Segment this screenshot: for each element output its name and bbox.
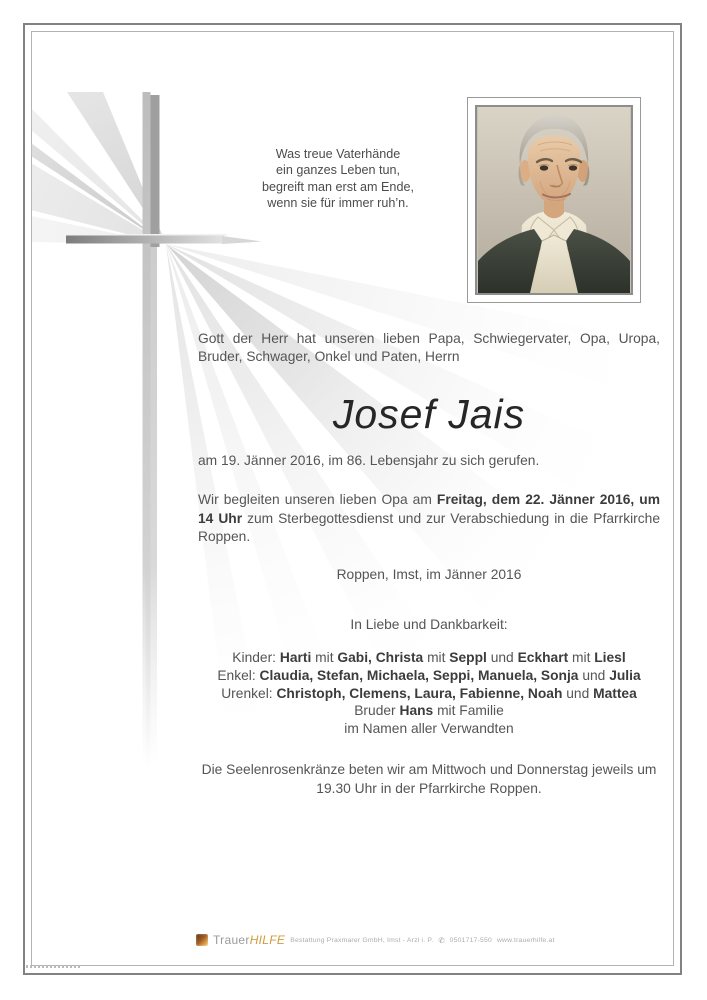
family-line-enkel: Enkel: Claudia, Stefan, Michaela, Seppi, Manuela, Sonja und Julia — [217, 667, 641, 683]
memorial-photo-frame — [467, 97, 641, 303]
website-text: www.trauerhilfe.at — [496, 936, 555, 944]
gratitude-line: In Liebe und Dankbarkeit: — [350, 617, 508, 632]
family-line-kinder: Kinder: Harti mit Gabi, Christa mit Seppl und Eckhart mit Liesl — [232, 650, 626, 665]
rosary-text: Die Seelenrosenkränze beten wir am Mittwoch und Donnerstag jeweils um 19.30 Uhr in der Pfarrkirche Roppen. — [201, 762, 657, 796]
place-date-line: Roppen, Imst, im Jänner 2016 — [336, 567, 522, 582]
brand-name-orange: HILFE — [249, 933, 286, 947]
family-line-bruder: Bruder Hans mit Familie — [354, 703, 504, 719]
poem-line: begreift man erst am Ende, — [262, 179, 414, 194]
brand-logo-icon — [196, 934, 208, 946]
poem-line: ein ganzes Leben tun, — [276, 163, 400, 178]
brand-name — [213, 933, 285, 947]
intro-text: Gott der Herr hat unseren lieben Papa, Schwiegervater, Opa, Uropa, Bruder, Schwager, Onkel und Paten, Herrn — [198, 331, 660, 365]
deceased-name: Josef Jais — [332, 391, 526, 437]
portrait-image — [477, 107, 631, 293]
print-code — [26, 965, 80, 968]
service-paragraph: Wir begleiten unseren lieben Opa am Freitag, dem 22. Jänner 2016, um 14 Uhr zum Sterbegottesdienst und zur Verabschiedung in die Pfarrkirche Roppen. — [198, 492, 660, 545]
phone-number: 0501717-550 — [449, 936, 492, 944]
footer — [196, 932, 636, 948]
death-date-line: am 19. Jänner 2016, im 86. Lebensjahr zu sich gerufen. — [198, 453, 540, 468]
company-text: Bestattung Praxmarer GmbH, Imst - Arzl i. P. — [290, 936, 434, 944]
phone-icon: ✆ — [438, 935, 445, 945]
family-line-verwandte: im Namen aller Verwandten — [344, 721, 514, 737]
poem-line: wenn sie für immer ruh’n. — [267, 196, 409, 211]
brand-name-grey: Trauer — [213, 933, 250, 947]
family-line-urenkel: Urenkel: Christoph, Clemens, Laura, Fabienne, Noah und Mattea — [221, 685, 637, 701]
poem — [232, 146, 444, 212]
poem-line: Was treue Vaterhände — [275, 147, 401, 161]
memorial-photo — [475, 105, 633, 295]
family-list — [198, 649, 660, 738]
